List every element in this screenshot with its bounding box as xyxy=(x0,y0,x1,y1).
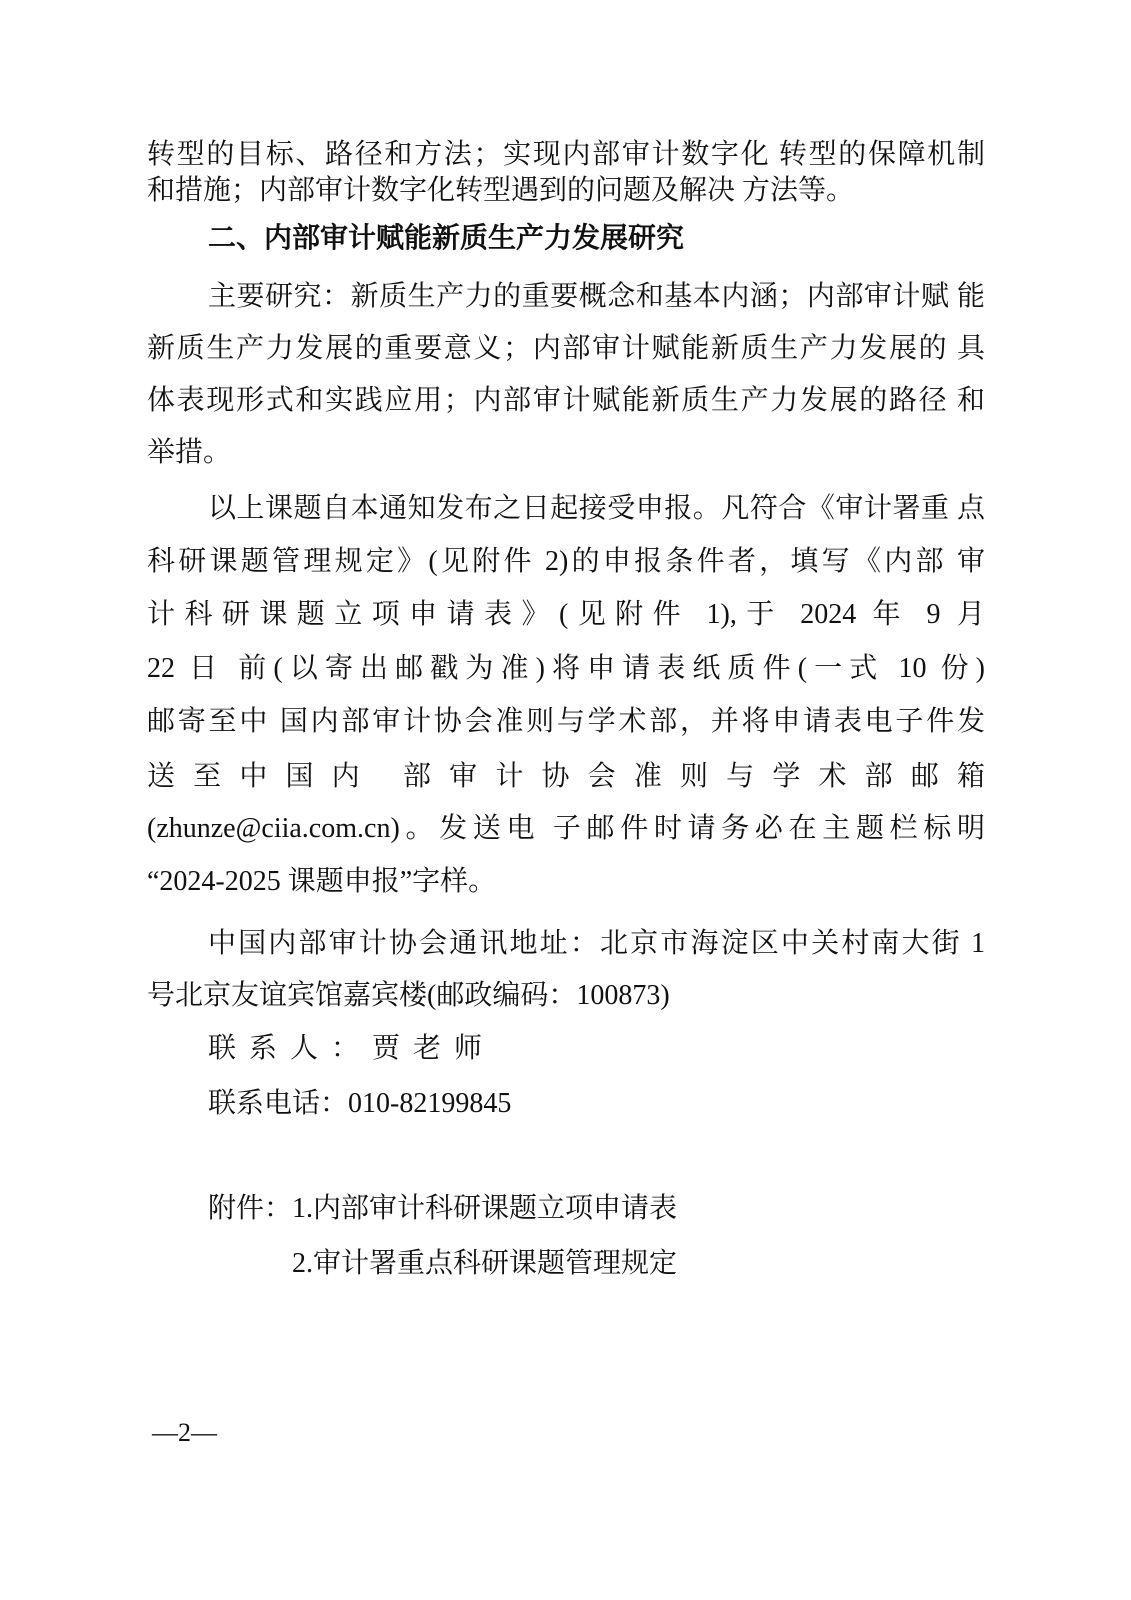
section2-line-4: 举措。 xyxy=(147,437,232,468)
page-number: —2— xyxy=(152,1418,217,1447)
section1-tail-line-2: 和措施；内部审计数字化转型遇到的问题及解决 方法等。 xyxy=(147,175,855,206)
section2-heading: 二、内部审计赋能新质生产力发展研究 xyxy=(208,223,685,254)
notice-line-1: 以上课题自本通知发布之日起接受申报。凡符合《审计署重 点 xyxy=(208,493,985,524)
contact-person: 联系人：贾老师 xyxy=(208,1033,496,1064)
notice-line-8: “2024-2025 课题申报”字样。 xyxy=(147,866,497,897)
attachment-item-2: 2.审计署重点科研课题管理规定 xyxy=(292,1248,678,1279)
address-line-1: 中国内部审计协会通讯地址：北京市海淀区中关村南大街 1 xyxy=(208,928,985,959)
section1-tail-line-1: 转型的目标、路径和方法；实现内部审计数字化 转型的保障机制 xyxy=(147,139,985,170)
attachment-item-1: 附件：1.内部审计科研课题立项申请表 xyxy=(208,1193,678,1224)
notice-line-3: 计科研课题立项申请表》(见附件 1),于 2024 年 9 月 xyxy=(147,599,985,630)
section2-line-3: 体表现形式和实践应用；内部审计赋能新质生产力发展的路径 和 xyxy=(147,385,985,416)
address-line-2: 号北京友谊宾馆嘉宾楼(邮政编码：100873) xyxy=(147,980,670,1011)
contact-phone: 联系电话：010-82199845 xyxy=(208,1088,512,1119)
section2-line-1: 主要研究：新质生产力的重要概念和基本内涵；内部审计赋 能 xyxy=(208,281,985,312)
notice-line-5: 邮寄至中 国内部审计协会准则与学术部，并将申请表电子件发 xyxy=(147,706,985,737)
notice-line-7: (zhunze@ciia.com.cn)。发送电 子邮件时请务必在主题栏标明 xyxy=(147,813,985,844)
notice-line-4: 22 日 前(以寄出邮戳为准)将申请表纸质件(一式 10 份) xyxy=(147,653,985,684)
notice-line-6: 送至中国内 部审计协会准则与学术部邮箱 xyxy=(147,761,985,792)
notice-line-2: 科研课题管理规定》(见附件 2)的申报条件者，填写《内部 审 xyxy=(147,546,985,577)
section2-line-2: 新质生产力发展的重要意义；内部审计赋能新质生产力发展的 具 xyxy=(147,333,985,364)
